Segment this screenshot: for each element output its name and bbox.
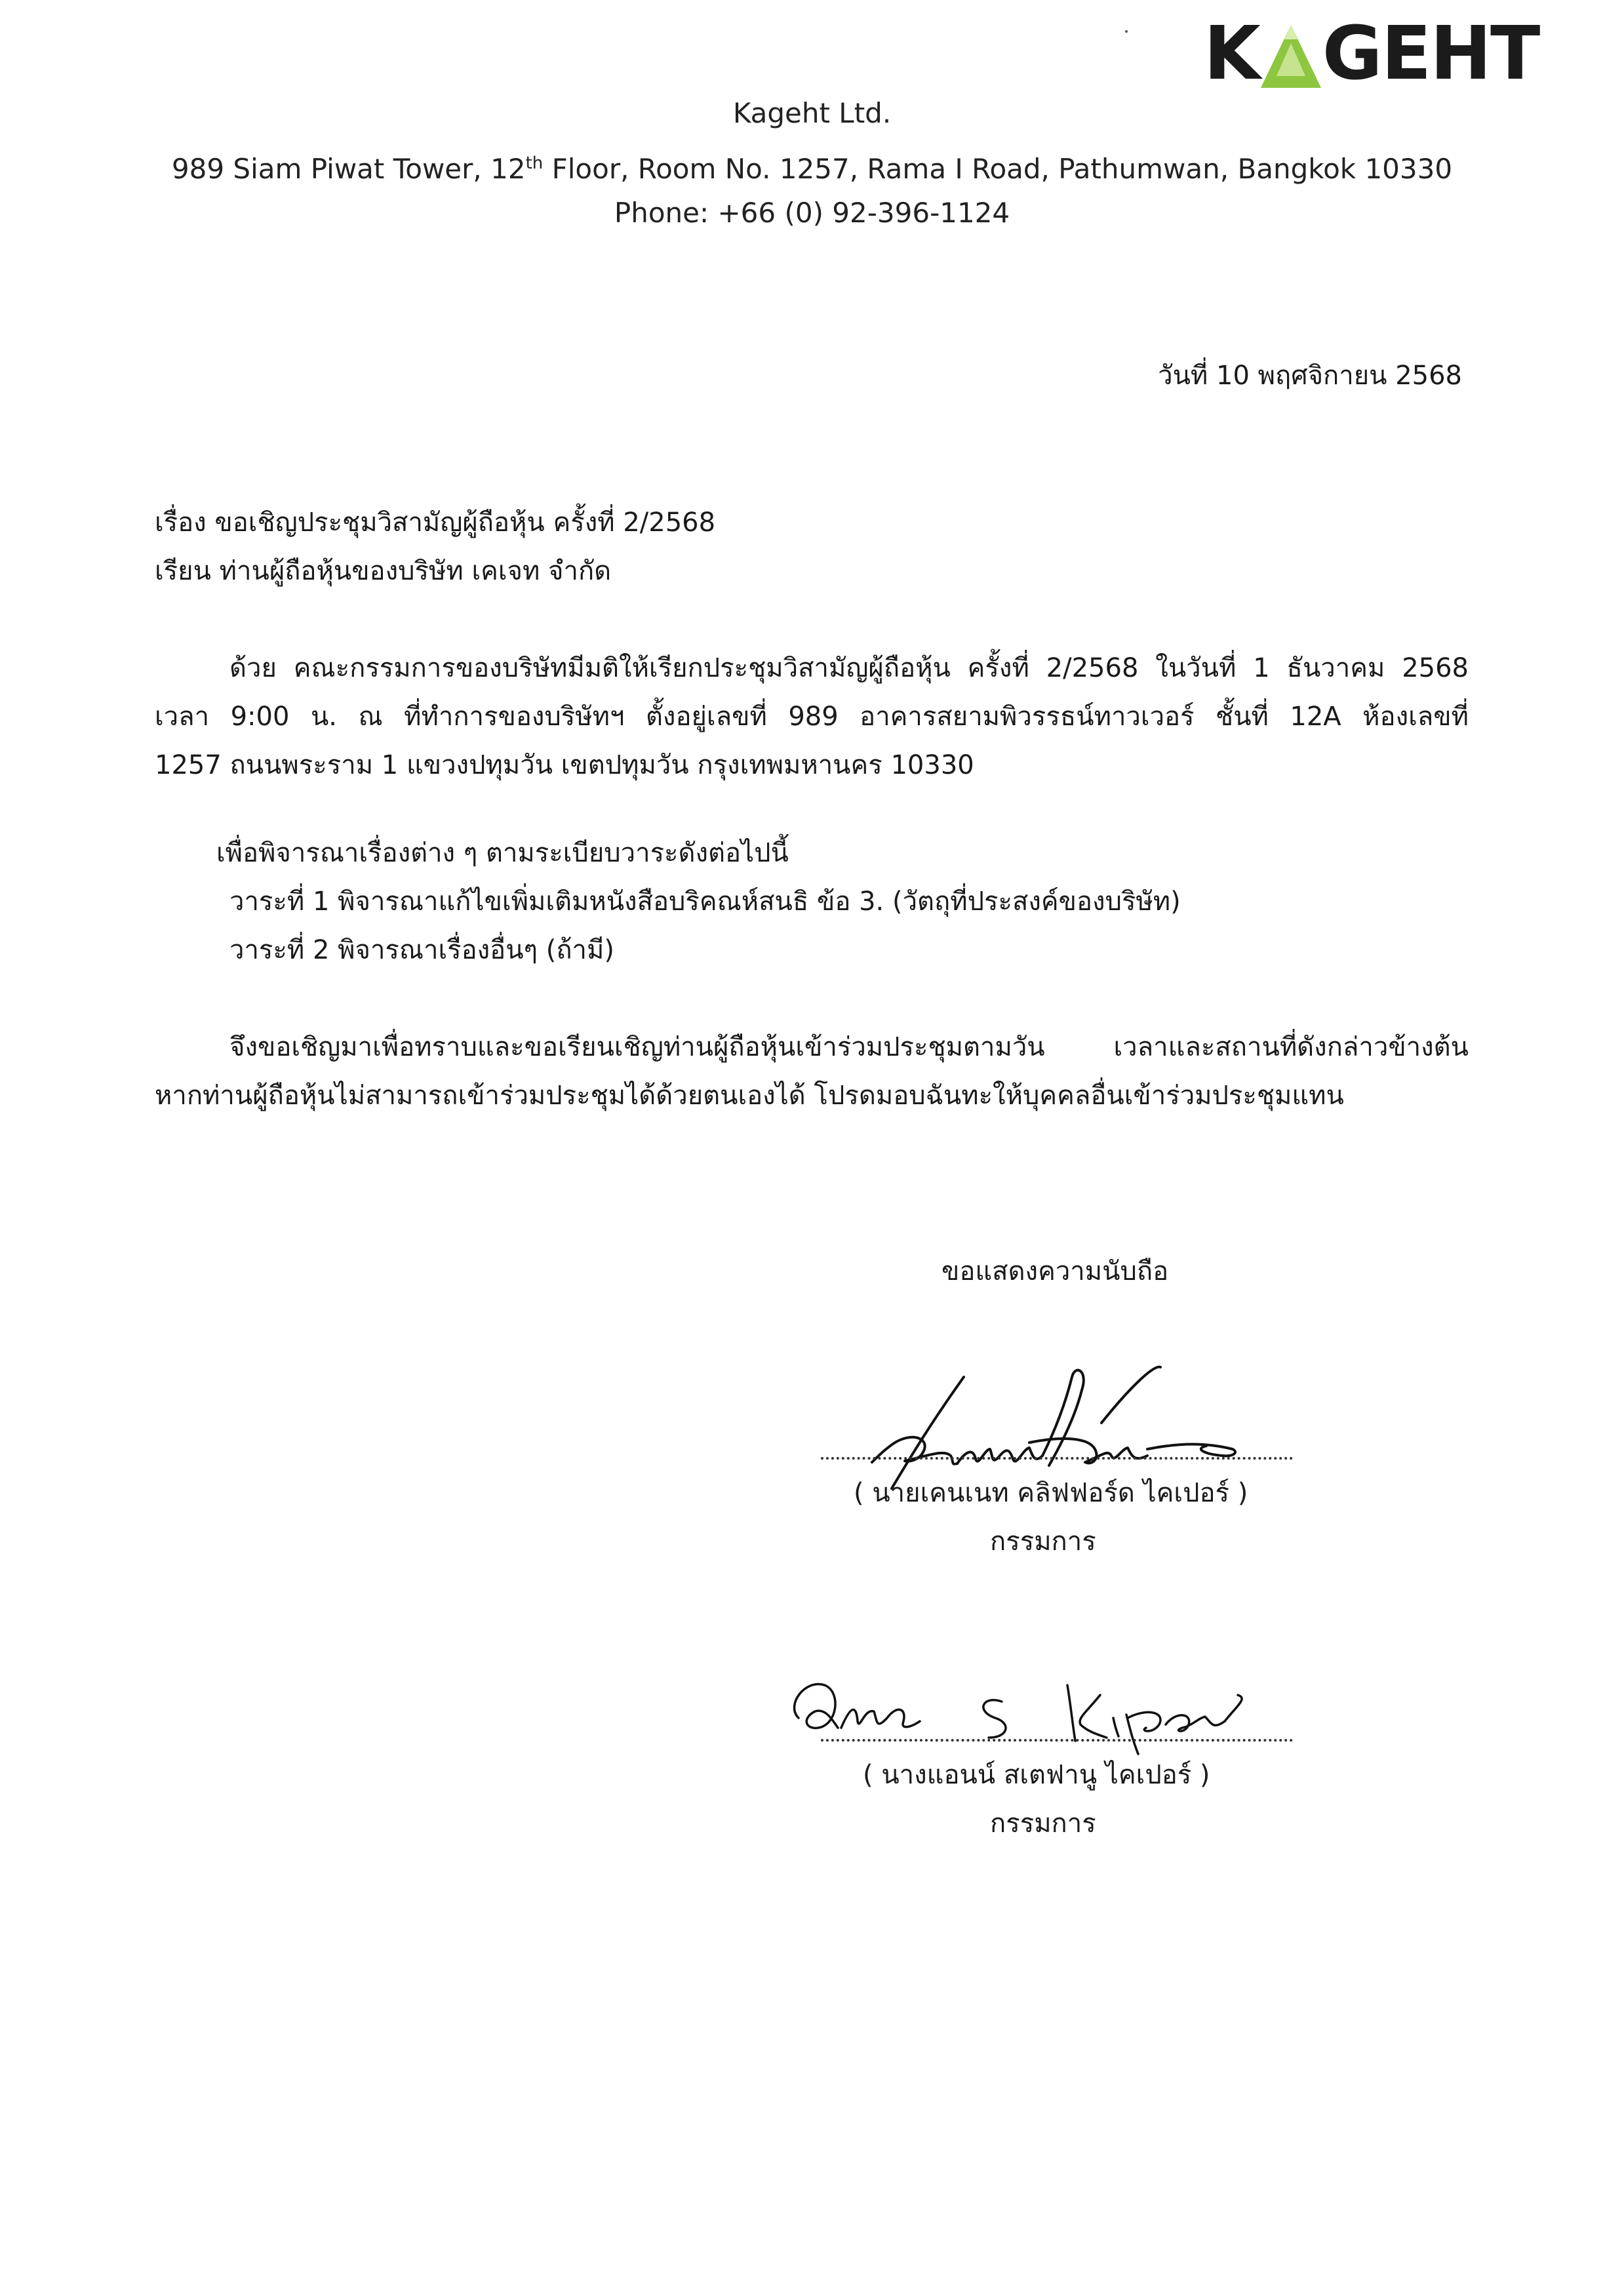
- invitation-paragraph: [155, 1023, 1469, 1120]
- paragraph-line: ด้วย คณะกรรมการของบริษัทมีมติให้เรียกประชุมวิสามัญผู้ถือหุ้น ครั้งที่ 2/2568 ในวันที่ 1 ธันวาคม 2568: [229, 653, 1469, 683]
- signatory-name-1: ( นายเคนเนท คลิฟฟอร์ด ไคเปอร์ ): [854, 1478, 1248, 1508]
- paragraph-line: เวลา 9:00 น. ณ ที่ทำการของบริษัทฯ ตั้งอยู่เลขที่ 989 อาคารสยามพิวรรธน์ทาวเวอร์ ชั้นที่ 12A ห้องเลขที่: [155, 702, 1469, 732]
- logo-text-right: GEHT: [1322, 11, 1539, 96]
- agenda-intro: เพื่อพิจารณาเรื่องต่าง ๆ ตามระเบียบวาระดังต่อไปนี้: [216, 838, 789, 868]
- letter-date: วันที่ 10 พฤศจิกายน 2568: [1158, 361, 1462, 391]
- handwritten-signature-2: [779, 1666, 1251, 1757]
- company-address: 989 Siam Piwat Tower, 12th Floor, Room No. 1257, Rama I Road, Pathumwan, Bangkok 10330: [171, 153, 1453, 185]
- logo-a-triangle-icon: [1259, 24, 1322, 89]
- letter-salutation: เรียน ท่านผู้ถือหุ้นของบริษัท เคเจท จำกัด: [155, 556, 612, 586]
- logo-text-left: K: [1204, 11, 1259, 96]
- scan-speck: [1125, 30, 1128, 33]
- company-phone: Phone: +66 (0) 92-396-1124: [614, 197, 1010, 229]
- signature-line-2: [821, 1739, 1293, 1742]
- paragraph-line: หากท่านผู้ถือหุ้นไม่สามารถเข้าร่วมประชุมได้ด้วยตนเองได้ โปรดมอบฉันทะให้บุคคลอื่นเข้าร่วมประชุมแทน: [155, 1081, 1344, 1111]
- paragraph-line: จึงขอเชิญมาเพื่อทราบและขอเรียนเชิญท่านผู้ถือหุ้นเข้าร่วมประชุมตามวัน เวลาและสถานที่ดังกล่าวข้างต้น: [229, 1032, 1469, 1062]
- handwritten-signature-1: [813, 1351, 1285, 1495]
- paragraph-line: 1257 ถนนพระราม 1 แขวงปทุมวัน เขตปทุมวัน กรุงเทพมหานคร 10330: [155, 750, 974, 780]
- signatory-title-1: กรรมการ: [990, 1527, 1096, 1557]
- signatory-name-2: ( นางแอนน์ สเตฟานู ไคเปอร์ ): [863, 1760, 1210, 1790]
- signatory-title-2: กรรมการ: [990, 1808, 1096, 1839]
- letter-subject: เรื่อง ขอเชิญประชุมวิสามัญผู้ถือหุ้น ครั้งที่ 2/2568: [155, 508, 716, 538]
- closing-phrase: ขอแสดงความนับถือ: [941, 1256, 1169, 1287]
- agenda-item: วาระที่ 2 พิจารณาเรื่องอื่นๆ (ถ้ามี): [229, 935, 614, 965]
- agenda-item: วาระที่ 1 พิจารณาแก้ไขเพิ่มเติมหนังสือบริคณห์สนธิ ข้อ 3. (วัตถุที่ประสงค์ของบริษัท): [229, 887, 1181, 917]
- signature-line-1: [821, 1457, 1293, 1460]
- meeting-details-paragraph: [155, 644, 1469, 789]
- company-logo: [1204, 11, 1539, 96]
- company-name: Kageht Ltd.: [732, 97, 892, 129]
